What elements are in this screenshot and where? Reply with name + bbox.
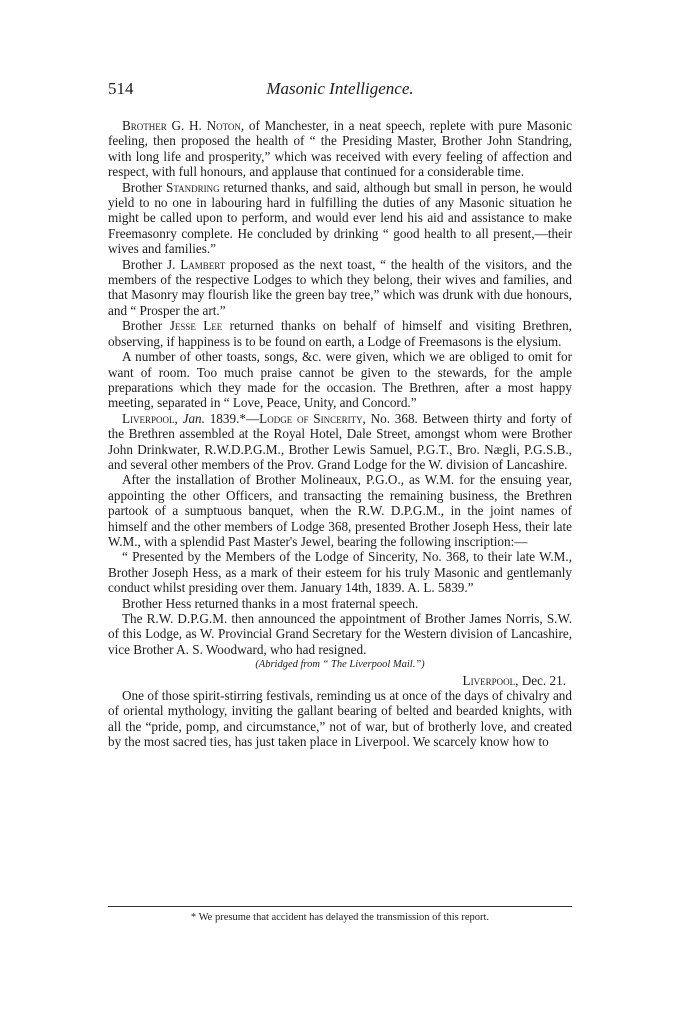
paragraph-noton-toast: Brother G. H. Noton, of Manchester, in a neat speech, replete with pure Masonic feeling, then proposed the health of “ the Presiding Master, Brother John Standring, with long life and prosperity,” which was received with every feeling of affection and respect, with full honours, and applause that continued for a considerable time. bbox=[108, 118, 572, 180]
paragraph-inscription: “ Presented by the Members of the Lodge of Sincerity, No. 368, to their late W.M., Brother Joseph Hess, as a mark of their esteem for his truly Masonic and gentlemanly conduct whilst presiding over them. January 14th, 1839. A. L. 5839.” bbox=[108, 549, 572, 596]
paragraph-lambert-toast: Brother J. Lambert proposed as the next toast, “ the health of the visitors, and the members of the respective Lodges to which they belong, their wives and families, and that Masonry may flourish like the green bay tree,” which was drunk with due honours, and “ Prosper the art.” bbox=[108, 256, 572, 318]
paragraph-norris-appointment: The R.W. D.P.G.M. then announced the appointment of Brother James Norris, S.W. of this Lodge, as W. Provincial Grand Secretary for the Western division of Lancashire, vice Brother A. S. Woodward, who had resigned. bbox=[108, 611, 572, 657]
footnote-rule bbox=[108, 906, 572, 907]
page-header bbox=[108, 79, 572, 103]
dateline: Liverpool, Dec. 21. bbox=[462, 672, 566, 688]
paragraph-other-toasts: A number of other toasts, songs, &c. were given, which we are obliged to omit for want of room. Too much praise cannot be given to the stewards, for the ample preparations which they made for the occasion. The Brethren, after a most happy meeting, separated in “ Love, Peace, Unity, and Concord.” bbox=[108, 349, 572, 411]
paragraph-festival: One of those spirit-stirring festivals, reminding us at once of the days of chivalry and of oriental mythology, inviting the gallant bearing of belted and bearded knights, with all the “pride, pomp, and circumstance,” not of war, but of brotherly love, and created by the most sacred ties, has just taken place in Liverpool. We scarcely know how to bbox=[108, 688, 572, 750]
paragraph-standring-reply: Brother Standring returned thanks, and said, although but small in person, he would yield to no one in labouring hard in fulfilling the duties of any Masonic situation he might be called upon to perform, and would ever lend his aid and assistance to make Freemasonry complete. He concluded by drinking “ good health to all present,—their wives and families.” bbox=[108, 179, 572, 257]
source-attribution: (Abridged from “ The Liverpool Mail.”) bbox=[255, 659, 425, 671]
paragraph-installation: After the installation of Brother Molineaux, P.G.O., as W.M. for the ensuing year, appointing the other Officers, and transacting the remaining business, the Brethren partook of a sumptuous banquet, when the R.W. D.P.G.M., in the joint names of himself and the other members of Lodge 368, presented Brother Joseph Hess, their late W.M., with a splendid Past Master's Jewel, bearing the following inscription:— bbox=[108, 472, 572, 549]
running-title: Masonic Intelligence. bbox=[266, 79, 414, 98]
article-body bbox=[108, 118, 572, 750]
paragraph-lodge-of-sincerity: Liverpool, Jan. 1839.*—Lodge of Sincerity, No. 368. Between thirty and forty of the Brethren assembled at the Royal Hotel, Dale Street, amongst whom were Brother John Drinkwater, R.W.D.P.G.M., Brother Lewis Samuel, P.G.T., Bro. Nægli, P.G.S.B., and several other members of the Prov. Grand Lodge for the W. division of Lancashire. bbox=[108, 410, 572, 472]
paragraph-hess-reply: Brother Hess returned thanks in a most fraternal speech. bbox=[122, 595, 419, 611]
page-number: 514 bbox=[108, 79, 134, 98]
footnote: * We presume that accident has delayed the transmission of this report. bbox=[190, 912, 490, 923]
paragraph-jesse-lee-reply: Brother Jesse Lee returned thanks on behalf of himself and visiting Brethren, observing, if happiness is to be found on earth, a Lodge of Freemasons is the elysium. bbox=[108, 318, 572, 349]
